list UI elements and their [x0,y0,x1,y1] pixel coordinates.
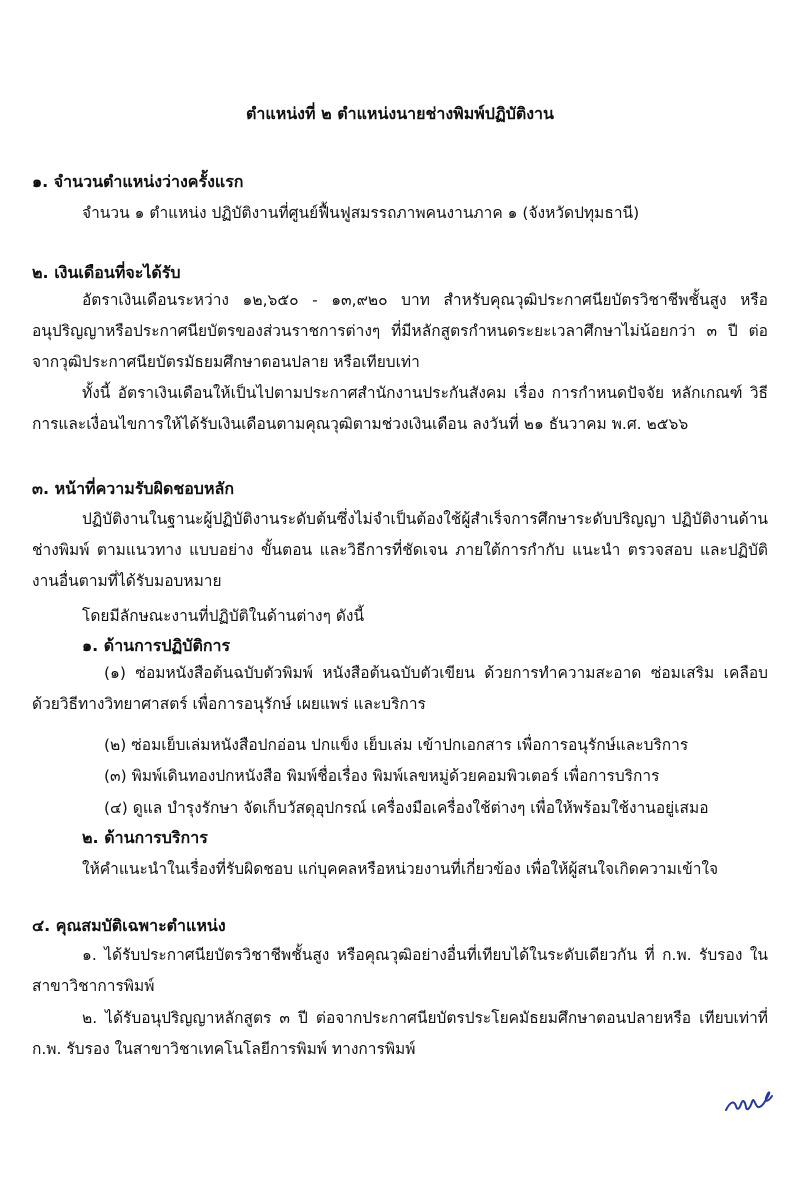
signature-initials [722,1080,778,1120]
section3-para1: ปฏิบัติงานในฐานะผู้ปฏิบัติงานระดับต้นซึ่งไม่จำเป็นต้องใช้ผู้สำเร็จการศึกษาระดับปริญญา ปฏิบัติงานด้านช่างพิมพ์ ตามแนวทาง แบบอย่าง ขั้นตอน และวิธีการที่ชัดเจน ภายใต้การกำกับ แนะนำ ตรวจสอบ และปฏิบัติงานอื่นตามที่ได้รับมอบหมาย [32,510,768,590]
sub1-item1: (๑) ซ่อมหนังสือต้นฉบับตัวพิมพ์ หนังสือต้นฉบับตัวเขียน ด้วยการทำความสะอาด ซ่อมเสริม เคลือบด้วยวิธีทางวิทยาศาสตร์ เพื่อการอนุรักษ์ เผยแพร่ และบริการ [32,664,768,713]
section2-para2: ทั้งนี้ อัตราเงินเดือนให้เป็นไปตามประกาศสำนักงานประกันสังคม เรื่อง การกำหนดปัจจัย หลักเกณฑ์ วิธีการและเงื่อนไขการให้ได้รับเงินเดือนตามคุณวุฒิตามช่วงเงินเดือน ลงวันที่ ๒๑ ธันวาคม พ.ศ. ๒๕๖๖ [32,384,768,433]
sub2-text: ให้คำแนะนำในเรื่องที่รับผิดชอบ แก่บุคคลหรือหน่วยงานที่เกี่ยวข้อง เพื่อให้ผู้สนใจเกิดความเข้าใจ [82,860,719,878]
section4-heading: ๔. คุณสมบัติเฉพาะตำแหน่ง [32,916,226,935]
sub1-item3: (๓) พิมพ์เดินทองปกหนังสือ พิมพ์ชื่อเรื่อง พิมพ์เลขหมู่ด้วยคอมพิวเตอร์ เพื่อการบริการ [104,767,660,785]
sub1-item2: (๒) ซ่อมเย็บเล่มหนังสือปกอ่อน ปกแข็ง เย็บเล่ม เข้าปกเอกสาร เพื่อการอนุรักษ์และบริการ [104,736,689,754]
section2-heading: ๒. เงินเดือนที่จะได้รับ [32,263,181,282]
section2-para1: อัตราเงินเดือนระหว่าง ๑๒,๖๕๐ - ๑๓,๙๒๐ บาท สำหรับคุณวุฒิประกาศนียบัตรวิชาชีพชั้นสูง หรืออนุปริญญาหรือประกาศนียบัตรของส่วนราชการต่างๆ ที่มีหลักสูตรกำหนดระยะเวลาศึกษาไม่น้อยกว่า ๓ ปี ต่อจากวุฒิประกาศนียบัตรมัธยมศึกษาตอนปลาย หรือเทียบเท่า [32,291,768,371]
section1-text: จำนวน ๑ ตำแหน่ง ปฏิบัติงานที่ศูนย์ฟื้นฟูสมรรถภาพคนงานภาค ๑ (จังหวัดปทุมธานี) [82,204,640,222]
sub1-item4: (๔) ดูแล บำรุงรักษา จัดเก็บวัสดุอุปกรณ์ เครื่องมือเครื่องใช้ต่างๆ เพื่อให้พร้อมใช้งานอยู่เสมอ [104,799,709,817]
section4-item2: ๒. ได้รับอนุปริญญาหลักสูตร ๓ ปี ต่อจากประกาศนียบัตรประโยคมัธยมศึกษาตอนปลายหรือ เทียบเท่าที่ ก.พ. รับรอง ในสาขาวิชาเทคโนโลยีการพิมพ์ ทางการพิมพ์ [32,1009,768,1058]
section1-heading: ๑. จำนวนตำแหน่งว่างครั้งแรก [32,172,244,191]
sub2-heading: ๒. ด้านการบริการ [82,828,208,847]
section3-heading: ๓. หน้าที่ความรับผิดชอบหลัก [32,479,234,498]
section4-item1: ๑. ได้รับประกาศนียบัตรวิชาชีพชั้นสูง หรือคุณวุฒิอย่างอื่นที่เทียบได้ในระดับเดียวกัน ที่ ก.พ. รับรอง ในสาขาวิชาการพิมพ์ [32,946,768,995]
section3-intro: โดยมีลักษณะงานที่ปฏิบัติในด้านต่างๆ ดังนี้ [82,607,365,625]
document-title: ตำแหน่งที่ ๒ ตำแหน่งนายช่างพิมพ์ปฏิบัติงาน [246,104,554,123]
sub1-heading: ๑. ด้านการปฏิบัติการ [82,636,231,655]
